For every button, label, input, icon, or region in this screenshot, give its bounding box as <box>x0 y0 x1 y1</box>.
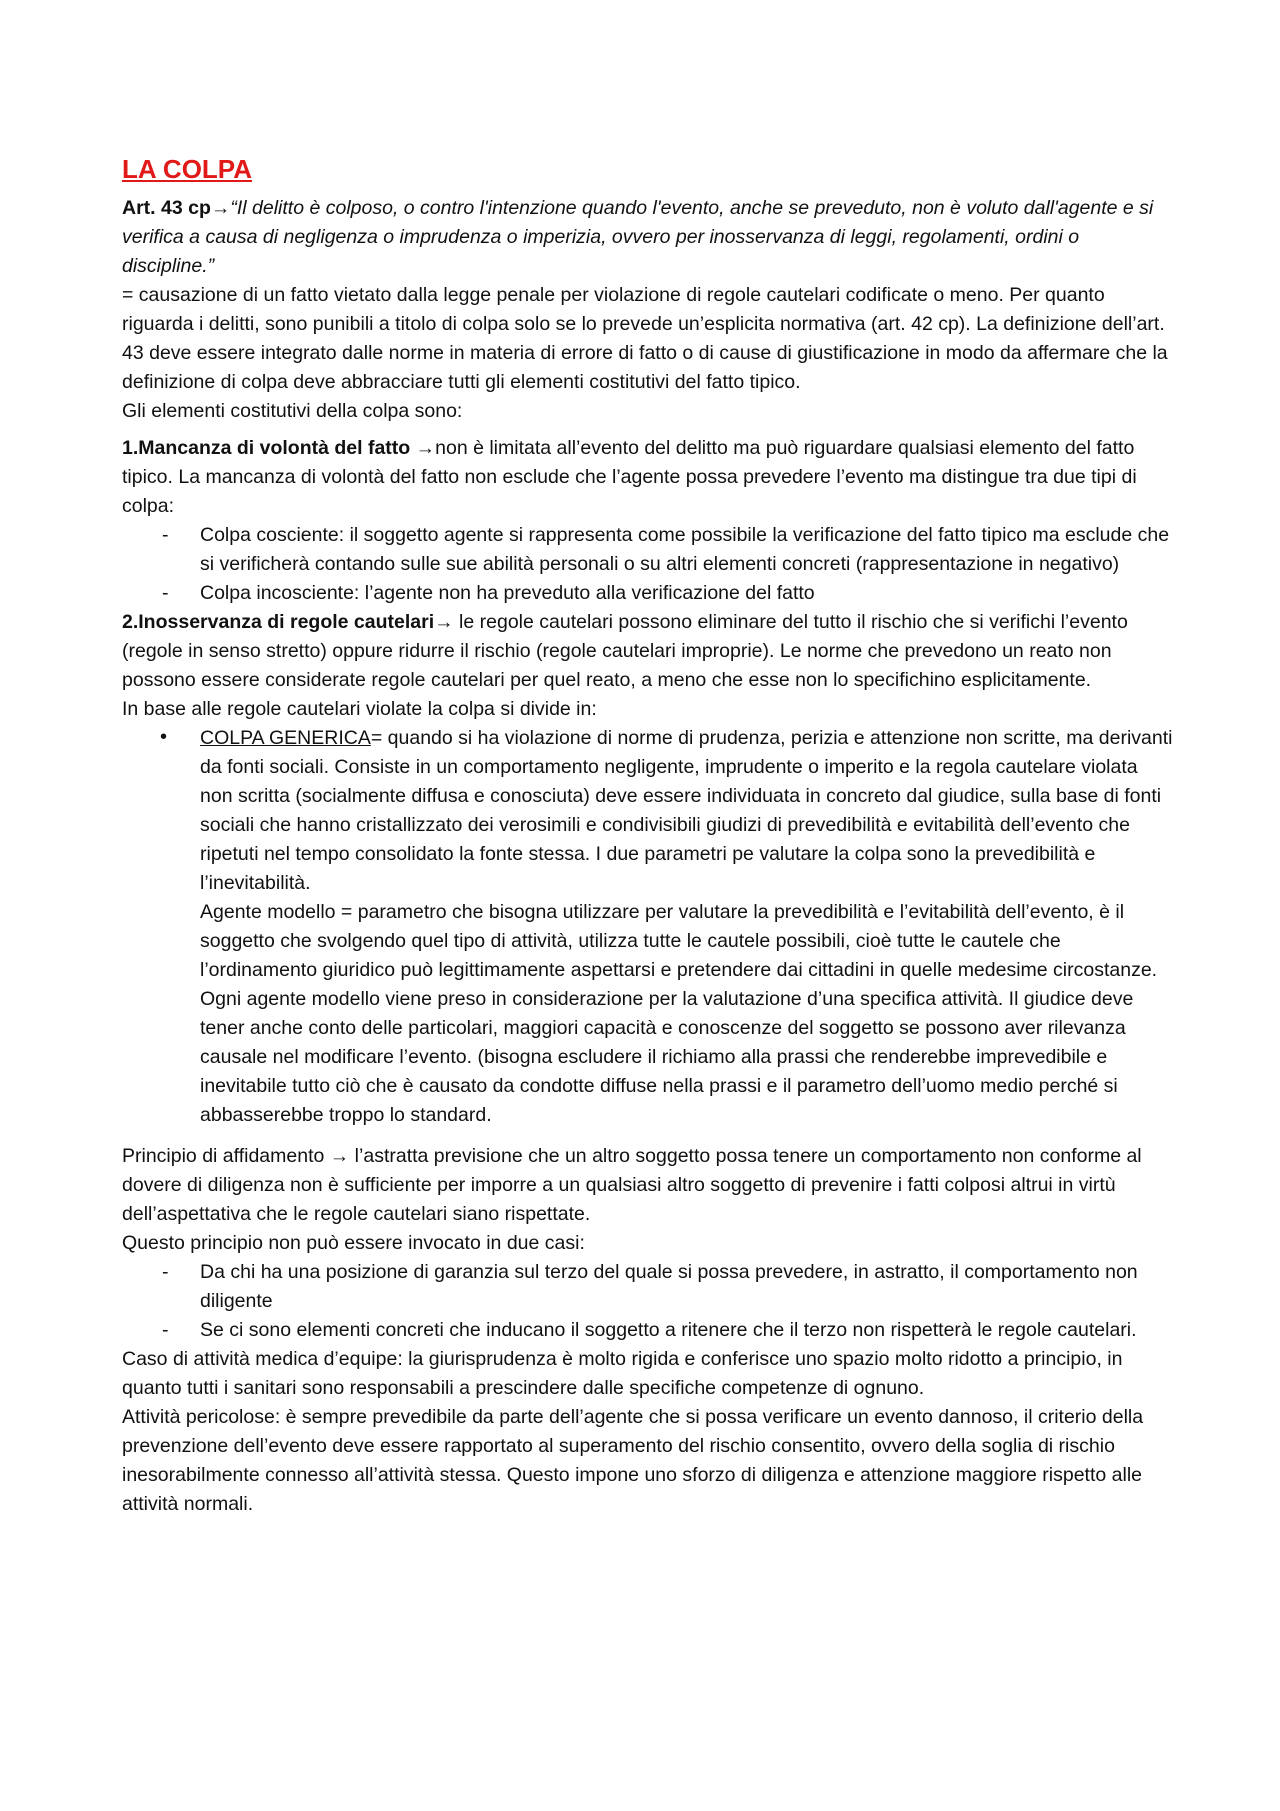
affidamento-paragraph <box>122 1142 1174 1229</box>
arrow-icon: → <box>210 197 231 219</box>
arrow-icon: → <box>415 437 436 459</box>
item2-text: le regole cautelari possono eliminare del tutto il rischio che si verifichi l’evento (regole in senso stretto) oppure ridurre il rischio (regole cautelari improprie). Le norme che prevedono un reato non possono essere considerate regole cautelari per quel reato, a meno che esse non lo specifichino esplicitamente. <box>122 611 1128 691</box>
list-item-text: Da chi ha una posizione di garanzia sul terzo del quale si possa prevedere, in astratto, il comportamento non diligente <box>200 1261 1138 1312</box>
definition-paragraph: = causazione di un fatto vietato dalla legge penale per violazione di regole cautelari codificate o meno. Per quanto riguarda i delitti, sono punibili a titolo di colpa solo se lo prevede un’esplicita normativa (art. 42 cp). La definizione dell’art. 43 deve essere integrato dalle norme in materia di errore di fatto o di cause di giustificazione in modo da affermare che la definizione di colpa deve abbracciare tutti gli elementi costitutivi del fatto tipico. <box>122 284 1168 393</box>
colpa-types-list <box>122 521 1174 608</box>
item2-label: 2.Inosservanza di regole cautelari <box>122 611 435 633</box>
list-item <box>122 579 1174 608</box>
dash-marker: - <box>162 582 169 604</box>
dash-marker: - <box>162 524 169 546</box>
bullet-marker: • <box>160 726 168 748</box>
list-item <box>122 724 1174 898</box>
list-item <box>122 1316 1174 1345</box>
invocato-list <box>122 1258 1174 1345</box>
art43-label: Art. 43 cp <box>122 197 211 219</box>
arrow-icon: → <box>329 1145 350 1167</box>
rules-intro: In base alle regole cautelari violate la colpa si divide in: <box>122 698 597 720</box>
dash-marker: - <box>162 1319 169 1341</box>
art43-paragraph <box>122 194 1174 281</box>
document-body <box>122 152 1174 1519</box>
colpa-generica-text: = quando si ha violazione di norme di prudenza, perizia e attenzione non scritte, ma derivanti da fonti sociali. Consiste in un comportamento negligente, imprudente o imperito e la regola cautelare violata non scritta (socialmente diffusa e conosciuta) deve essere individuata in concreto dal giudice, sulla base di fonti sociali che hanno cristallizzato dei verosimili e condivisibili giudizi di prevedibilità e evitabilità dell’evento che ripetuti nel tempo consolidato la fonte stessa. I due parametri pe valutare la colpa sono la prevedibilità e l’inevitabilità. <box>200 727 1173 894</box>
agente-modello-paragraph: Agente modello = parametro che bisogna utilizzare per valutare la prevedibilità e l’evitabilità dell’evento, è il soggetto che svolgendo quel tipo di attività, utilizza tutte le cautele possibili, cioè tutte le cautele che l’ordinamento giuridico può legittimamente aspettarsi e pretendere dai cittadini in quelle medesime circostanze. Ogni agente modello viene preso in considerazione per la valutazione d’una specifica attività. Il giudice deve tener anche conto delle particolari, maggiori capacità e conoscenze del soggetto se possono aver rilevanza causale nel modificare l’evento. (bisogna escludere il richiamo alla prassi che renderebbe imprevedibile e inevitabile tutto ciò che è causato da condotte diffuse nella prassi e il parametro dell’uomo medio perché si abbasserebbe troppo lo standard. <box>200 901 1158 1126</box>
elements-intro: Gli elementi costitutivi della colpa sono: <box>122 400 463 422</box>
item2-paragraph <box>122 608 1174 695</box>
arrow-icon: → <box>434 611 454 633</box>
affidamento-label: Principio di affidamento <box>122 1145 330 1167</box>
list-item-text: Se ci sono elementi concreti che inducano il soggetto a ritenere che il terzo non rispetterà le regole cautelari. <box>200 1319 1137 1341</box>
page-title: LA COLPA <box>122 154 252 184</box>
item1-label: 1.Mancanza di volontà del fatto <box>122 437 416 459</box>
affidamento-text: l’astratta previsione che un altro soggetto possa tenere un comportamento non conforme al dovere di diligenza non è sufficiente per imporre a un qualsiasi altro soggetto di prevenire i fatti colposi altrui in virtù dell’aspettativa che le regole cautelari siano rispettate. <box>122 1145 1142 1225</box>
list-item-text: Colpa incosciente: l’agente non ha preveduto alla verificazione del fatto <box>200 582 815 604</box>
list-item <box>122 521 1174 579</box>
item1-paragraph <box>122 434 1174 521</box>
list-item <box>122 1258 1174 1316</box>
colpa-generica-label: COLPA GENERICA <box>200 727 371 749</box>
art43-quote: “Il delitto è colposo, o contro l'intenzione quando l'evento, anche se preveduto, non è voluto dall'agente e si verifica a causa di negligenza o imprudenza o imperizia, ovvero per inosservanza di leggi, regolamenti, ordini o discipline.” <box>122 197 1154 277</box>
colpa-categories-list <box>122 724 1174 898</box>
list-item-text: Colpa cosciente: il soggetto agente si rappresenta come possibile la verificazione del fatto tipico ma esclude che si verificherà contando sulle sue abilità personali o su altri elementi concreti (rappresentazione in negativo) <box>200 524 1170 575</box>
pericolose-paragraph: Attività pericolose: è sempre prevedibile da parte dell’agente che si possa verificare un evento dannoso, il criterio della prevenzione dell’evento deve essere rapportato al superamento del rischio consentito, ovvero della soglia di rischio inesorabilmente connesso all’attività stessa. Questo impone uno sforzo di diligenza e attenzione maggiore rispetto alle attività normali. <box>122 1406 1144 1515</box>
item1-text: non è limitata all’evento del delitto ma può riguardare qualsiasi elemento del fatto tipico. La mancanza di volontà del fatto non esclude che l’agente possa prevedere l’evento ma distingue tra due tipi di colpa: <box>122 437 1137 517</box>
equipe-paragraph: Caso di attività medica d’equipe: la giurisprudenza è molto rigida e conferisce uno spazio molto ridotto a principio, in quanto tutti i sanitari sono responsabili a prescindere dalle specifiche competenze di ognuno. <box>122 1348 1123 1399</box>
invocato-intro: Questo principio non può essere invocato in due casi: <box>122 1232 585 1254</box>
dash-marker: - <box>162 1261 169 1283</box>
